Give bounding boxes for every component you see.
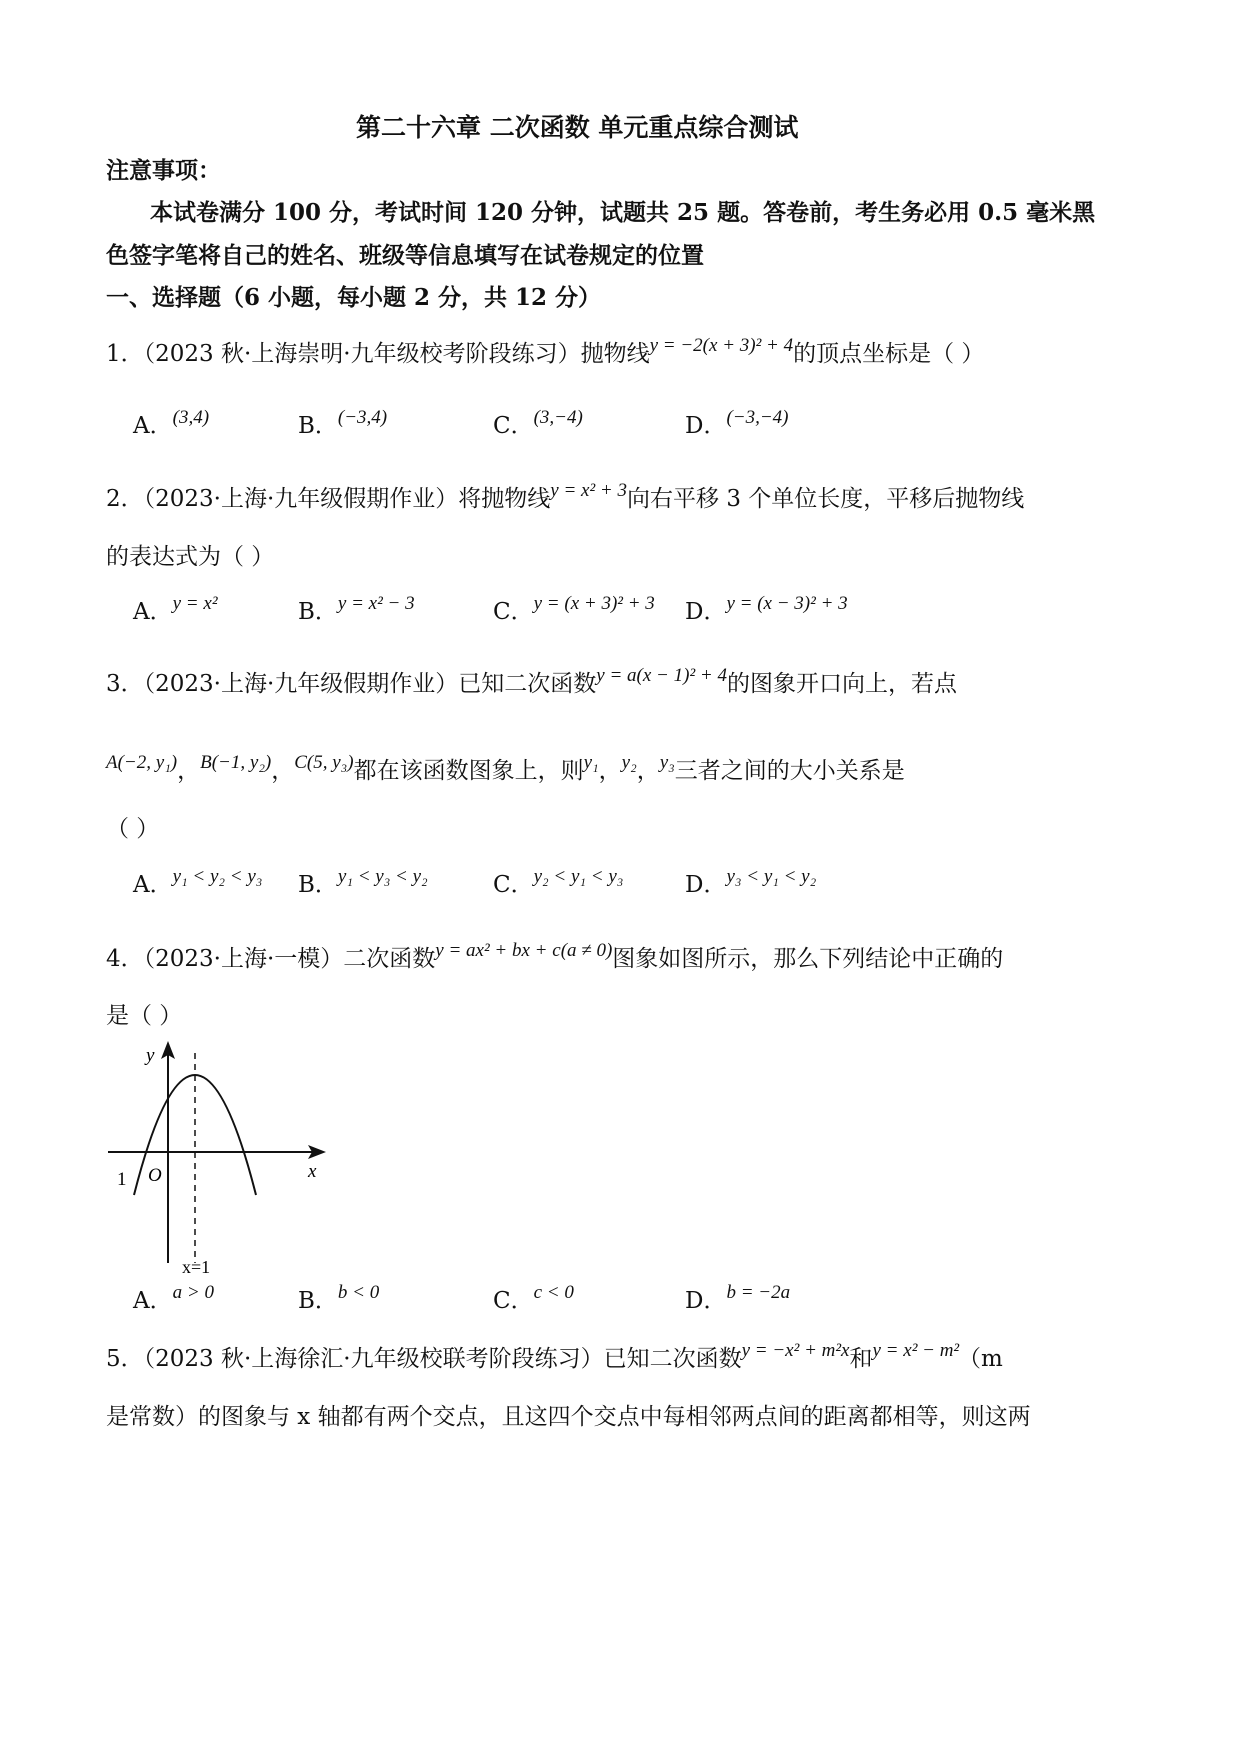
q5-stem-line-2: 是常数）的图象与 x 轴都有两个交点，且这四个交点中每相邻两点间的距离都相等，则这两 (106, 1404, 1031, 1430)
q3-stem (106, 665, 957, 698)
q5-prefix: 5．（2023 秋·上海徐汇·九年级校联考阶段练习）已知二次函数 (106, 1346, 742, 1372)
q2-option-b[interactable]: B．$^{y = x^2 - 3}$ (298, 593, 415, 625)
q4-option-b[interactable]: B．$^{b < 0}$ (298, 1282, 380, 1314)
q3-point-a: A(−2, y₁) (106, 752, 178, 773)
q5-formula-1: y = −x² + m²x (741, 1340, 850, 1361)
q3-y1: y₁ (583, 752, 599, 773)
origin-label: O (148, 1165, 162, 1186)
q1-option-d[interactable]: D．$^{(-3,-4)}$ (685, 407, 789, 439)
q1-suffix: 的顶点坐标是（ ） (793, 341, 985, 367)
q4-prefix: 4．（2023·上海·一模）二次函数 (106, 946, 436, 972)
q1-prefix: 1．（2023 秋·上海崇明·九年级校考阶段练习）抛物线 (106, 341, 650, 367)
left-root-label: 1 (117, 1169, 127, 1190)
q2-option-c[interactable]: C．$^{y = (x + 3)^2 + 3}$ (493, 593, 655, 625)
q5-formula-2: y = x² − m² (872, 1340, 960, 1361)
q3-option-c[interactable]: C．$^{y_2 < y_1 < y_3}$ (493, 866, 624, 898)
q3-suffix: 的图象开口向上，若点 (726, 671, 957, 697)
q2-stem (106, 480, 1024, 513)
notes-heading: 注意事项： (106, 157, 221, 184)
q3-y3: y₃ (659, 752, 675, 773)
q3-option-d[interactable]: D．$^{y_3 < y_1 < y_2}$ (685, 866, 817, 898)
q3-mid-text: 都在该函数图象上，则 (353, 758, 584, 784)
q3-option-b[interactable]: B．$^{y_1 < y_3 < y_2}$ (298, 866, 428, 898)
q4-parabola-graph (100, 1035, 340, 1275)
q1-option-a[interactable]: A．$^{(3,4)}$ (133, 407, 210, 439)
q4-formula: y = ax² + bx + c(a ≠ 0) (435, 940, 613, 961)
q3-points-line: $^{A(-2, y_1)}$，$^{B(-1, y_2)}$，$^{C(5, y_3)}$都在该函数图象上，则$^{y_1}$，$^{y_2}$，$^{y_3}$三者之间的大小关系是 (106, 752, 905, 784)
q4-stem (106, 940, 1003, 973)
symmetry-axis-label: x=1 (182, 1257, 211, 1275)
q3-point-c: C(5, y₃) (294, 752, 354, 773)
q1-formula: y = −2(x + 3)² + 4 (649, 335, 794, 356)
section-heading: 一、选择题（6 小题，每小题 2 分，共 12 分） (106, 284, 602, 311)
q4-option-d[interactable]: D．$^{b = -2a}$ (685, 1282, 791, 1314)
q3-y2: y₂ (621, 752, 637, 773)
q3-paren: （ ） (106, 816, 160, 842)
q2-prefix: 2．（2023·上海·九年级假期作业）将抛物线 (106, 486, 551, 512)
x-axis-label: x (308, 1161, 317, 1182)
q1-stem (106, 335, 984, 368)
notes-line-2: 色签字笔将自己的姓名、班级等信息填写在试卷规定的位置 (106, 242, 704, 269)
q4-suffix: 图象如图所示，那么下列结论中正确的 (612, 946, 1004, 972)
page-title: 第二十六章 二次函数 单元重点综合测试 (356, 113, 799, 142)
q3-prefix: 3．（2023·上海·九年级假期作业）已知二次函数 (106, 671, 597, 697)
q2-suffix: 向右平移 3 个单位长度，平移后抛物线 (627, 486, 1025, 512)
q3-option-a[interactable]: A．$^{y_1 < y_2 < y_3}$ (133, 866, 263, 898)
q2-option-a[interactable]: A．$^{y = x^2}$ (133, 593, 218, 625)
q4-stem-line-2: 是（ ） (106, 1003, 183, 1029)
notes-line-1: 本试卷满分 100 分，考试时间 120 分钟，试题共 25 题。答卷前，考生务必用 0.5 毫米黑 (150, 199, 1096, 226)
q2-stem-line-2: 的表达式为（ ） (106, 544, 275, 570)
q3-point-b: B(−1, y₂) (200, 752, 272, 773)
q4-option-c[interactable]: C．$^{c < 0}$ (493, 1282, 574, 1314)
y-axis-label: y (146, 1045, 155, 1066)
q2-option-d[interactable]: D．$^{y = (x - 3)^2 + 3}$ (685, 593, 848, 625)
q2-formula: y = x² + 3 (550, 480, 628, 501)
q5-stem: 5．（2023 秋·上海徐汇·九年级校联考阶段练习）已知二次函数$^{y = -x^2 + m^2x}$和$^{y = x^2 - m^2}$ (106, 1340, 960, 1372)
q4-option-a[interactable]: A．$^{a > 0}$ (133, 1282, 214, 1314)
q1-option-b[interactable]: B．$^{(-3,4)}$ (298, 407, 388, 439)
q1-option-c[interactable]: C．$^{(3,-4)}$ (493, 407, 583, 439)
q5-paren-m: （m (958, 1346, 1003, 1372)
q3-end-text: 三者之间的大小关系是 (674, 758, 905, 784)
q3-formula: y = a(x − 1)² + 4 (596, 665, 727, 686)
